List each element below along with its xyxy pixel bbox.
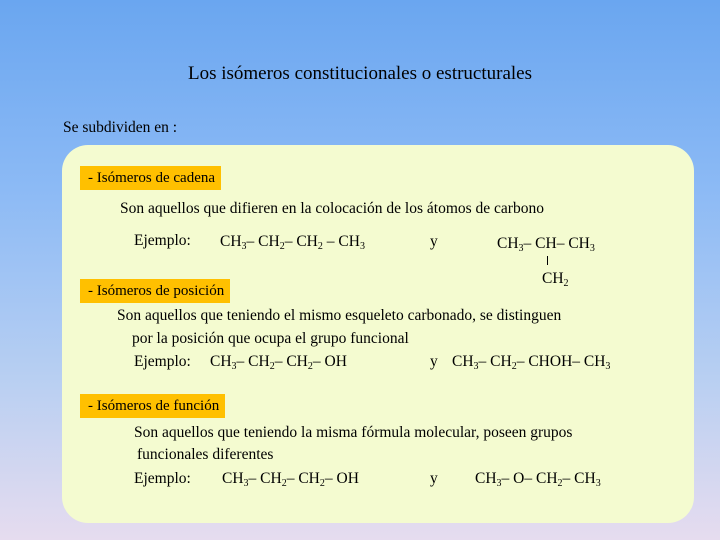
cadena-formula-2-branch: $CH_2$ <box>542 270 569 289</box>
cadena-conjunction: y <box>430 233 438 250</box>
posicion-description-line2: por la posición que ocupa el grupo funcional <box>132 330 409 347</box>
funcion-description-line2: funcionales diferentes <box>137 446 274 463</box>
funcion-formula-2: $CH_3-$ O– $CH_2-$ $CH_3$ <box>475 470 601 489</box>
funcion-description-line1: Son aquellos que teniendo la misma fórmula molecular, poseen grupos <box>134 424 573 441</box>
cadena-example-label: Ejemplo: <box>134 232 191 249</box>
cadena-formula-2: $CH_3-$ CH– $CH_3$ <box>497 235 595 254</box>
posicion-conjunction: y <box>430 353 438 370</box>
section-tag-posicion: - Isómeros de posición <box>80 279 230 303</box>
section-tag-funcion: - Isómeros de función <box>80 394 225 418</box>
cadena-description: Son aquellos que difieren en la colocación de los átomos de carbono <box>120 200 544 217</box>
page-title: Los isómeros constitucionales o estructurales <box>187 63 533 84</box>
posicion-example-label: Ejemplo: <box>134 353 191 370</box>
branch-bond-line <box>547 256 548 265</box>
intro-text: Se subdividen en : <box>63 119 178 136</box>
section-tag-cadena: - Isómeros de cadena <box>80 166 221 190</box>
funcion-conjunction: y <box>430 470 438 487</box>
posicion-description-line1: Son aquellos que teniendo el mismo esqueleto carbonado, se distinguen <box>117 307 562 324</box>
posicion-formula-1: $CH_3-$ $CH_2-$ $CH_2-$ OH <box>210 353 347 372</box>
posicion-formula-2: $CH_3-$ $CH_2-$ CHOH– $CH_3$ <box>452 353 611 372</box>
cadena-formula-1: $CH_3-$ $CH_2-$ $CH_2 - CH_3$ <box>220 233 365 252</box>
funcion-example-label: Ejemplo: <box>134 470 191 487</box>
funcion-formula-1: $CH_3-$ $CH_2-$ $CH_2-$ OH <box>222 470 359 489</box>
